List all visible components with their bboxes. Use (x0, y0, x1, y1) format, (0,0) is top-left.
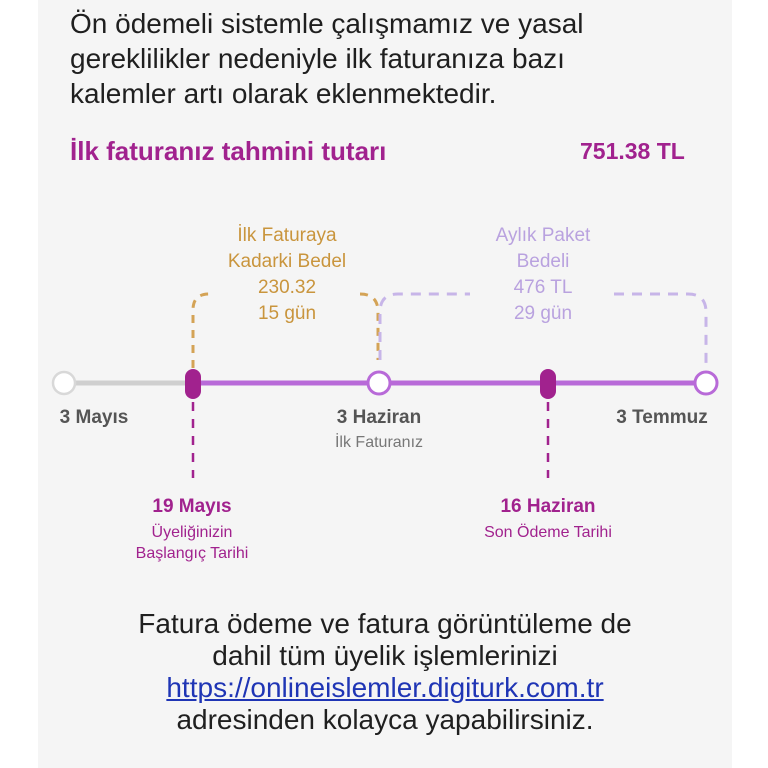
monthly-fee-line-1: Aylık Paket (495, 225, 591, 246)
membership-caption-1: Üyeliğinizin (151, 524, 233, 541)
footer-line-2: dahil tüm üyelik işlemlerinizi (212, 640, 558, 671)
first-fee-bracket-right (360, 294, 378, 360)
date-label-july-3: 3 Temmuz (616, 407, 708, 428)
membership-caption-2: Başlangıç Tarihi (135, 545, 249, 562)
online-services-link[interactable]: https://onlineislemler.digiturk.com.tr (166, 672, 604, 703)
intro-line-1: Ön ödemeli sistemle çalışmamız ve yasal (70, 8, 584, 39)
intro-line-2: gereklilikler nedeniyle ilk faturanıza bazı (70, 43, 565, 74)
monthly-fee-days: 29 gün (513, 303, 573, 324)
first-fee-line-1: İlk Faturaya (237, 225, 337, 246)
node-may-3 (53, 372, 75, 394)
node-may-19 (185, 369, 201, 399)
monthly-fee-bracket-right (614, 294, 706, 368)
first-invoice-caption: İlk Faturanız (334, 434, 424, 451)
monthly-fee-amount: 476 TL (513, 277, 573, 298)
first-fee-days: 15 gün (257, 303, 317, 324)
monthly-fee-line-2: Bedeli (516, 251, 570, 272)
footer-text (40, 608, 730, 736)
date-label-june-16: 16 Haziran (500, 496, 596, 517)
footer-line-4: adresinden kolayca yapabilirsiniz. (176, 704, 594, 735)
node-july-3 (695, 372, 717, 394)
first-fee-amount: 230.32 (257, 277, 317, 298)
estimate-label: İlk faturanız tahmini tutarı (70, 136, 387, 166)
node-june-16 (540, 369, 556, 399)
date-label-june-3: 3 Haziran (336, 407, 422, 428)
first-fee-bracket-left (193, 294, 214, 368)
date-label-may-19: 19 Mayıs (152, 496, 232, 517)
node-june-3 (368, 372, 390, 394)
first-fee-label (228, 225, 346, 324)
monthly-fee-label (496, 225, 591, 324)
first-fee-line-2: Kadarki Bedel (227, 251, 347, 272)
estimate-amount: 751.38 TL (580, 138, 685, 164)
due-date-caption: Son Ödeme Tarihi (484, 524, 612, 541)
monthly-fee-bracket-left (380, 294, 470, 360)
footer-line-1: Fatura ödeme ve fatura görüntüleme de (138, 608, 632, 639)
date-label-may-3: 3 Mayıs (59, 407, 129, 428)
intro-line-3: kalemler artı olarak eklenmektedir. (70, 78, 497, 109)
